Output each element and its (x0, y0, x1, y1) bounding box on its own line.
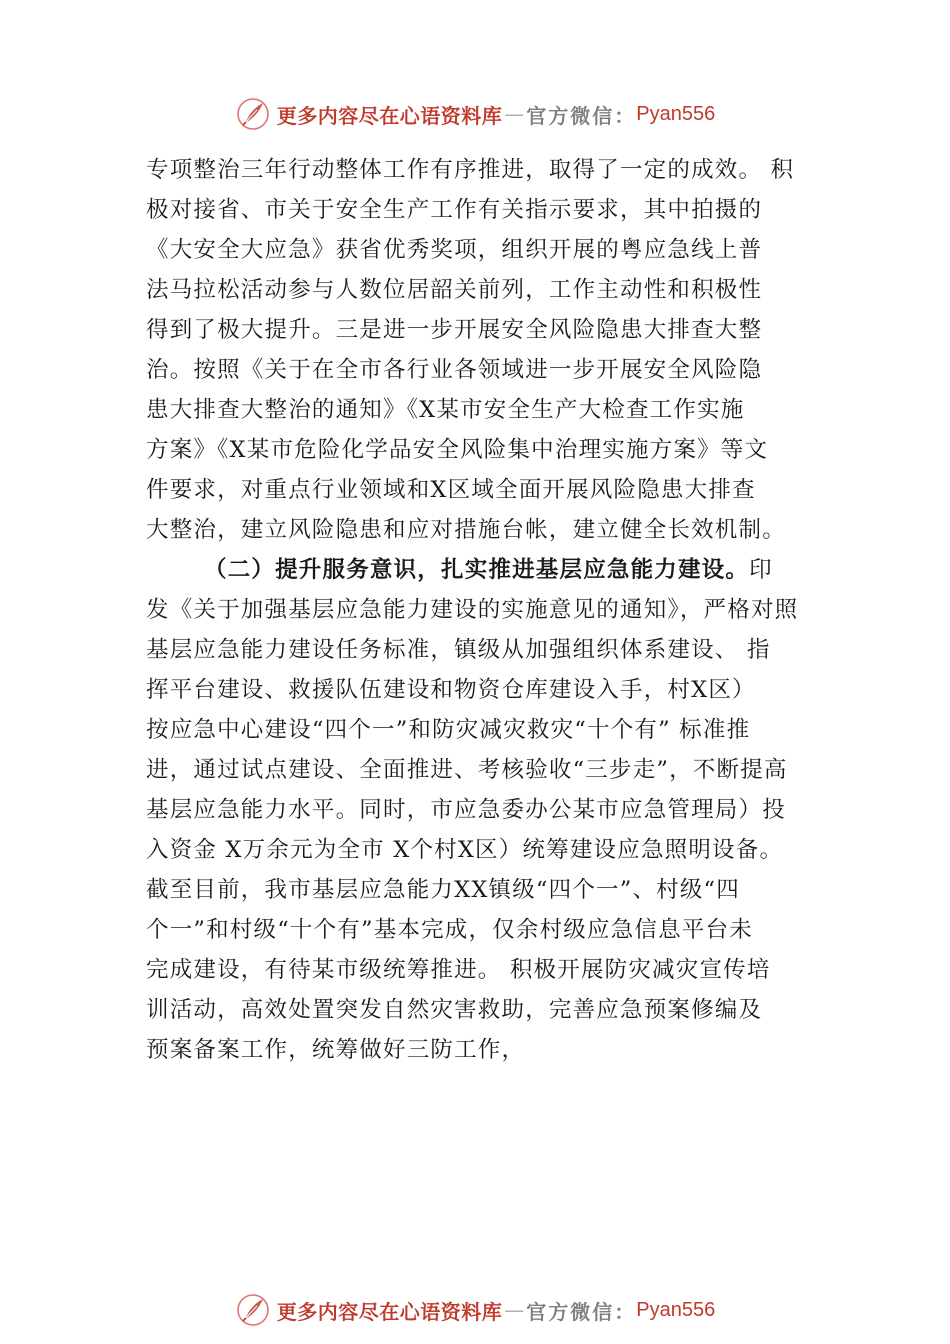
body-line: 《大安全大应急》获省优秀奖项，组织开展的粤应急线上普 (146, 237, 763, 263)
body-line: 极对接省、市关于安全生产工作有关指示要求，其中拍摄的 (146, 197, 763, 223)
body-line: 件要求，对重点行业领域和X区域全面开展风险隐患大排查 (146, 477, 756, 503)
watermark-brand-text: 更多内容尽在心语资料库 (276, 1299, 503, 1324)
body-line: 截至目前，我市基层应急能力XX镇级“四个一”、村级“四 (146, 877, 740, 903)
body-line: 方案》《X某市危险化学品安全风险集中治理实施方案》等文 (146, 437, 769, 463)
body-line: 治。按照《关于在全市各行业各领域进一步开展安全风险隐 (146, 357, 763, 383)
watermark-brand-text: 更多内容尽在心语资料库 (276, 103, 503, 128)
body-line: 入资金 X万余元为全市 X个村X区）统筹建设应急照明设备。 (146, 837, 784, 863)
watermark-wechat-id: Pyan556 (636, 1298, 716, 1321)
body-line: 按应急中心建设“四个一”和防灾减灾救灾“十个有” 标准推 (146, 717, 751, 743)
section-heading: （二）提升服务意识，扎实推进基层应急能力建设。 (204, 557, 750, 583)
body-line: 法马拉松活动参与人数位居韶关前列，工作主动性和积极性 (146, 277, 763, 303)
watermark-separator: — (504, 1298, 525, 1322)
watermark-wechat-id: Pyan556 (636, 102, 716, 125)
body-line: 基层应急能力水平。同时，市应急委办公某市应急管理局）投 (146, 797, 786, 823)
body-line: 完成建设，有待某市级统筹推进。 积极开展防灾减灾宣传培 (146, 957, 771, 983)
watermark-wechat-label: 官方微信： (526, 1299, 637, 1324)
feather-pen-logo-icon (235, 96, 271, 132)
body-line: 进，通过试点建设、全面推进、考核验收“三步走”，不断提高 (146, 757, 788, 783)
body-line: 专项整治三年行动整体工作有序推进，取得了一定的成效。 积 (146, 157, 795, 183)
section-heading-continuation: 印 (749, 557, 773, 583)
body-line: 得到了极大提升。三是进一步开展安全风险隐患大排查大整 (146, 317, 763, 343)
body-line: 挥平台建设、救援队伍建设和物资仓库建设入手，村X区） (146, 677, 756, 703)
body-line: 个一”和村级“十个有”基本完成，仅余村级应急信息平台未 (146, 917, 753, 943)
watermark-wechat-label: 官方微信： (526, 103, 637, 128)
body-line: 基层应急能力建设任务标准，镇级从加强组织体系建设、 指 (146, 637, 771, 663)
body-line: 大整治，建立风险隐患和应对措施台帐，建立健全长效机制。 (146, 517, 786, 543)
body-line: 患大排查大整治的通知》《X某市安全生产大检查工作实施 (146, 397, 745, 423)
document-body (146, 150, 818, 1070)
section-heading-line (146, 550, 818, 590)
watermark-banner-top (0, 94, 950, 134)
watermark-banner-bottom (0, 1290, 950, 1330)
feather-pen-logo-icon (235, 1292, 271, 1328)
body-line: 预案备案工作，统筹做好三防工作， (146, 1037, 526, 1063)
body-line: 训活动，高效处置突发自然灾害救助，完善应急预案修编及 (146, 997, 763, 1023)
body-line: 发《关于加强基层应急能力建设的实施意见的通知》，严格对照 (146, 597, 799, 623)
watermark-separator: — (504, 102, 525, 126)
